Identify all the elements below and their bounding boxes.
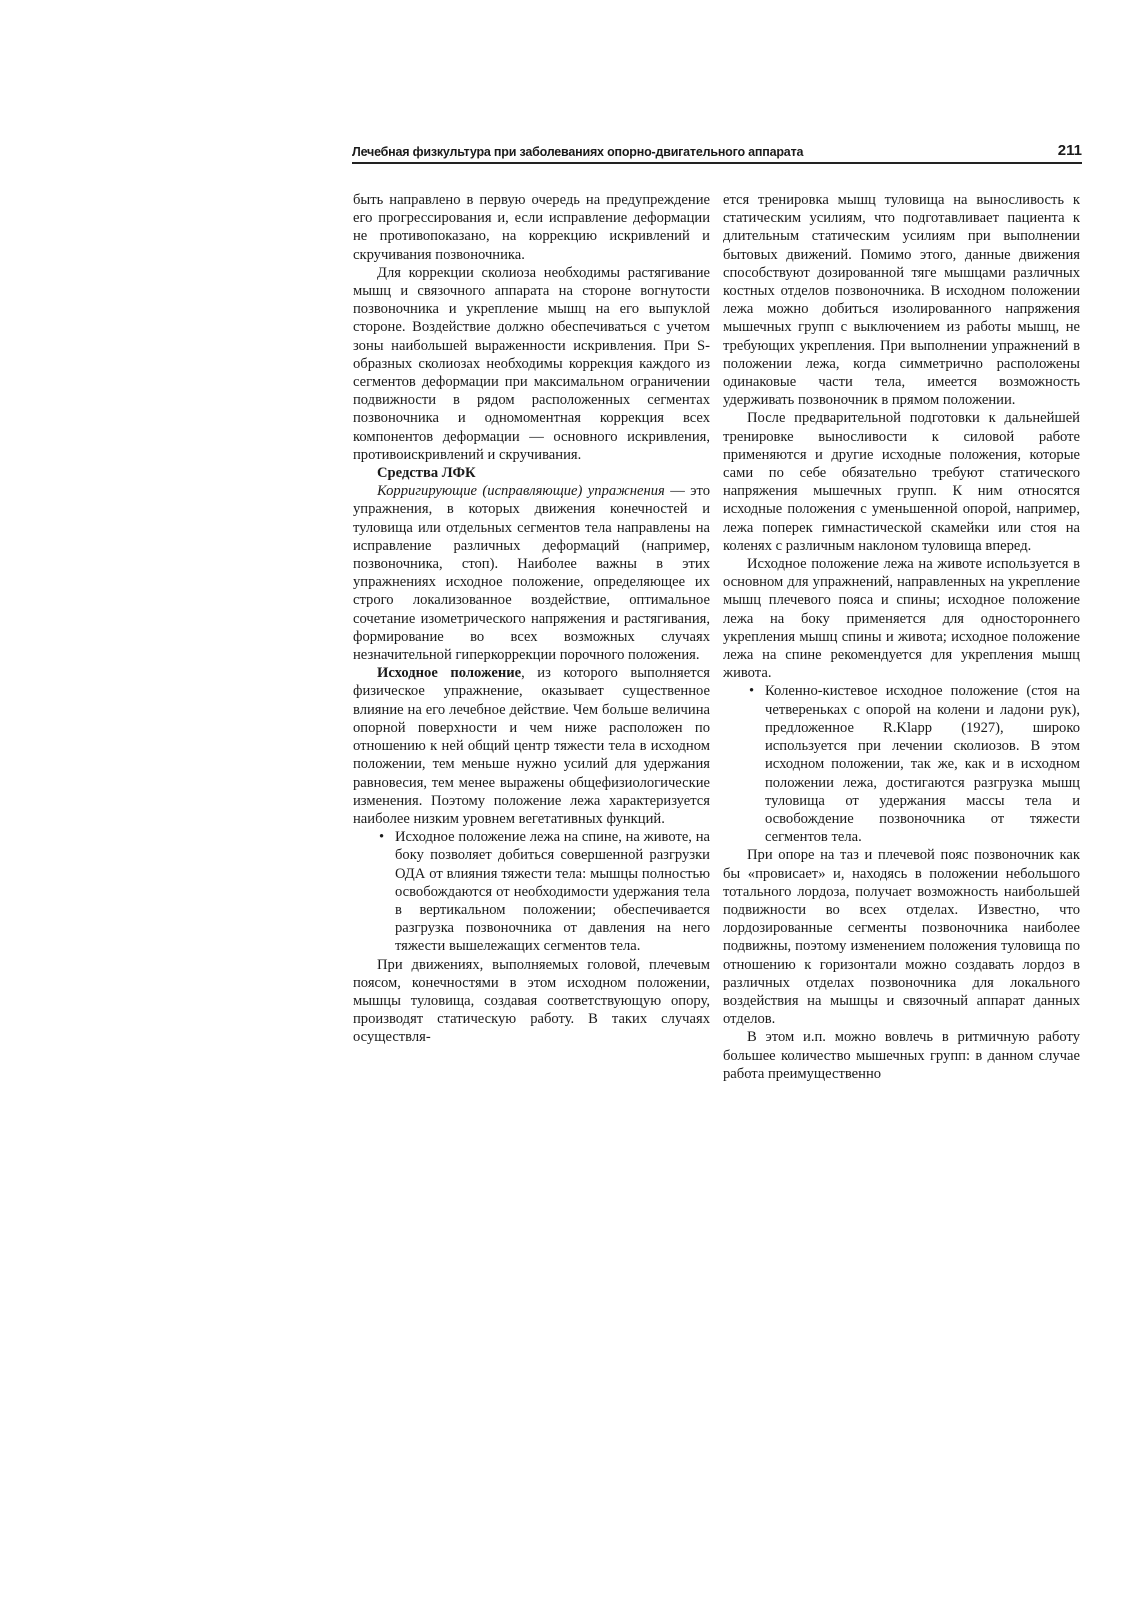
running-head: Лечебная физкультура при заболеваниях опорно-двигательного аппарата xyxy=(352,145,804,159)
paragraph-text: — это упражнения, в которых движения конечностей и туловища или отдельных сегментов тела направлены на исправление различных деформаций (например, позвоночника, стоп). Наиболее важны в этих упражнениях исходное положение, определяющее их строго локализованное воздействие, оптимальное сочетание изометрического напряжения и растягивания, формирование во всех возможных случаях незначительной гиперкоррекции порочного положения. xyxy=(353,483,710,664)
section-heading: Средства ЛФК xyxy=(377,465,476,482)
paragraph: После предварительной подготовки к дальнейшей тренировке выносливости к силовой работе применяются и другие исходные положения, которые сами по себе обязательно требуют статического напряжения мышечных групп. К ним относятся исходные положения с уменьшенной опорой, например, лежа поперек гимнастической скамейки или стоя на коленях с различным наклоном туловища вперед. xyxy=(723,410,1080,554)
paragraph: Исходное положение лежа на животе используется в основном для упражнений, направленных на укрепление мышц плечевого пояса и спины; исходное положение лежа на боку применяется для одностороннего укрепления мышц спины и живота; исходное положение лежа на спине рекомендуется для укрепления мышц живота. xyxy=(723,556,1080,682)
bullet-item: • Исходное положение лежа на спине, на животе, на боку позволяет добиться совершенной разгрузки ОДА от влияния тяжести тела: мышцы полностью освобождаются от необходимости удержания тела в вертикальном положении; обеспечивается разгрузка позвоночника от давления на него тяжести вышележащих сегментов тела. xyxy=(377,828,710,955)
paragraph: быть направлено в первую очередь на предупреждение его прогрессирования и, если исправление деформации не противопоказано, на коррекцию искривлений и скручивания позвоночника. xyxy=(353,192,710,263)
left-column xyxy=(353,191,710,1047)
paragraph: При движениях, выполняемых головой, плечевым поясом, конечностями в этом исходном положении, мышцы туловища, создавая соответствующую опору, производят статическую работу. В таких случаях осуществля- xyxy=(353,956,710,1046)
paragraph: При опоре на таз и плечевой пояс позвоночник как бы «провисает» и, находясь в положении небольшого тотального лордоза, получает возможность наибольшей подвижности во всех отделах. Известно, что лордозированные сегменты позвоночника наиболее подвижны, поэтому изменением положения туловища по отношению к горизонтали можно создавать лордоз в различных отделах позвоночника для локального воздействия на мышцы и связочный аппарат данных отделов. xyxy=(723,847,1080,1028)
page-header xyxy=(352,138,1082,164)
paragraph: Для коррекции сколиоза необходимы растягивание мышц и связочного аппарата на стороне вогнутости позвоночника и укрепление мышц на его выпуклой стороне. Воздействие должно обеспечиваться с учетом зоны наибольшей выраженности искривления. При S-образных сколиозах необходимы коррекция каждого из сегментов деформации при максимальном ограничении подвижности в рядом расположенных сегментах позвоночника и одномоментная коррекция всех компонентов деформации — основного искривления, противоискривлений и скручивания. xyxy=(353,264,710,463)
right-column xyxy=(723,191,1080,1083)
term-bold: Исходное положение xyxy=(377,665,522,682)
paragraph: ется тренировка мышц туловища на выносливость к статическим усилиям, что подготавливает пациента к длительным статическим усилиям при выполнении бытовых движений. Помимо этого, данные движения способствуют дозированной тяге мышцами различных костных отделов позвоночника. В исходном положении лежа можно добиться изолированного напряжения мышечных групп с выключением из работы мышц, не требующих укрепления. При выполнении упражнений в положении лежа, когда симметрично расположены одинаковые части тела, имеется возможность удерживать позвоночник в прямом положении. xyxy=(723,192,1080,409)
paragraph: В этом и.п. можно вовлечь в ритмичную работу большее количество мышечных групп: в данном случае работа преимущественно xyxy=(723,1029,1080,1082)
paragraph xyxy=(353,664,710,828)
term-italic: Корригирующие (исправляющие) упражнения xyxy=(377,483,665,500)
paragraph-text: , из которого выполняется физическое упражнение, оказывает существенное влияние на его лечебное действие. Чем больше величина опорной поверхности и чем ниже расположен по отношению к ней общий центр тяжести тела в исходном положении, тем меньше нужно усилий для удержания равновесия, тем менее выражены общефизиологические изменения. Поэтому положение лежа характеризуется наиболее низким уровнем вегетативных функций. xyxy=(353,665,710,827)
paragraph xyxy=(353,482,710,664)
page-number: 211 xyxy=(1057,142,1082,159)
bullet-item: • Коленно-кистевое исходное положение (стоя на четвереньках с опорой на колени и ладони рук), предложенное R.Klapp (1927), широко используется при лечении сколиозов. В этом исходном положении, так же, как и в исходном положении лежа, достигаются разгрузка мышц туловища от удержания массы тела и освобождение позвоночника от тяжести сегментов тела. xyxy=(747,682,1080,846)
